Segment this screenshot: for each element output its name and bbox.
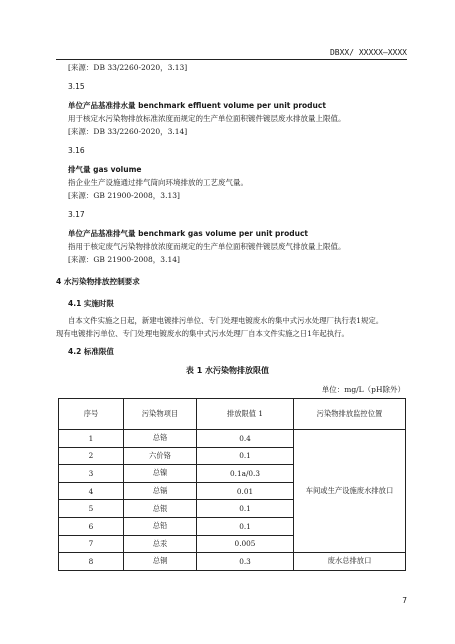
- pollutant-name: 总镍: [124, 465, 197, 483]
- row-number: 8: [59, 553, 124, 571]
- subsection-heading: 4.2 标准限值: [68, 347, 114, 356]
- pollutant-name: 总银: [124, 500, 197, 518]
- row-number: 6: [59, 517, 124, 535]
- source-note: [来源：DB 33/2260-2020，3.14]: [68, 127, 188, 136]
- header-rule: [56, 59, 407, 60]
- limit-value: 0.005: [197, 535, 294, 553]
- row-number: 4: [59, 482, 124, 500]
- page-number: 7: [402, 596, 407, 605]
- row-number: 2: [59, 447, 124, 465]
- monitoring-location: 车间或生产设施废水排放口: [294, 430, 406, 553]
- table-header-row: [59, 399, 406, 430]
- emission-limit-table: [58, 398, 406, 571]
- pollutant-name: 总铬: [124, 430, 197, 448]
- limit-value: 0.1: [197, 447, 294, 465]
- row-number: 5: [59, 500, 124, 518]
- subsection-heading: 4.1 实施时限: [68, 299, 114, 308]
- table-title: 表 1 水污染物排放限值: [185, 366, 270, 375]
- document-code: DBXX/ XXXXX—XXXX: [329, 48, 407, 57]
- source-note: [来源：GB 21900-2008，3.14]: [68, 255, 180, 264]
- term-definition: 指用于核定废气污染物排放浓度而规定的生产单位面积镀件镀层废气排放量上限值。: [68, 242, 346, 251]
- pollutant-name: 总铅: [124, 517, 197, 535]
- pollutant-name: 六价铬: [124, 447, 197, 465]
- row-number: 1: [59, 430, 124, 448]
- limit-value: 0.1: [197, 517, 294, 535]
- clause-number: 3.15: [68, 82, 85, 91]
- term-definition: 指企业生产设施通过排气筒向环境排放的工艺废气量。: [68, 178, 248, 187]
- limit-value: 0.3: [197, 553, 294, 571]
- term-heading: 排气量 gas volume: [68, 165, 142, 174]
- section-heading: 4 水污染物排放控制要求: [56, 277, 140, 286]
- body-paragraph: 现有电镀排污单位、专门处理电镀废水的集中式污水处理厂自本文件实施之日1年起执行。: [56, 329, 349, 338]
- header-cell: 污染物项目: [124, 399, 197, 430]
- clause-number: 3.17: [68, 210, 85, 219]
- table-row: [59, 430, 406, 448]
- limit-value: 0.01: [197, 482, 294, 500]
- term-heading: 单位产品基准排水量 benchmark effluent volume per unit product: [68, 101, 326, 110]
- header-cell: 排放限值 1: [197, 399, 294, 430]
- body-paragraph: 自本文件实施之日起，新建电镀排污单位、专门处理电镀废水的集中式污水处理厂执行表1规定。: [68, 316, 384, 325]
- source-note: [来源：GB 21900-2008，3.13]: [68, 191, 180, 200]
- header-cell: 序号: [59, 399, 124, 430]
- row-number: 7: [59, 535, 124, 553]
- pollutant-name: 总汞: [124, 535, 197, 553]
- clause-number: 3.16: [68, 146, 85, 155]
- row-number: 3: [59, 465, 124, 483]
- limit-value: 0.1a/0.3: [197, 465, 294, 483]
- limit-value: 0.1: [197, 500, 294, 518]
- limit-value: 0.4: [197, 430, 294, 448]
- pollutant-name: 总铜: [124, 553, 197, 571]
- term-definition: 用于核定水污染物排放标准浓度而规定的生产单位面积镀件镀层废水排放量上限值。: [68, 114, 346, 123]
- table-unit: 单位：mg/L（pH除外）: [321, 385, 405, 394]
- pollutant-name: 总镉: [124, 482, 197, 500]
- source-note: [来源：DB 33/2260-2020，3.13]: [68, 63, 188, 72]
- term-heading: 单位产品基准排气量 benchmark gas volume per unit product: [68, 229, 309, 238]
- table-row: [59, 553, 406, 571]
- monitoring-location: 废水总排放口: [294, 553, 406, 571]
- header-cell: 污染物排放监控位置: [294, 399, 406, 430]
